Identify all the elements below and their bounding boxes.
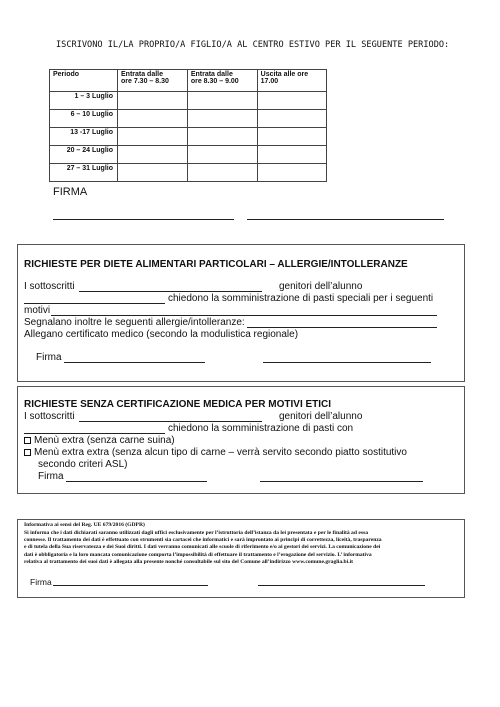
motivi-field[interactable]	[51, 315, 437, 316]
signature-line-2[interactable]	[247, 219, 444, 220]
checkbox-cell[interactable]	[257, 128, 326, 146]
checkbox-cell[interactable]	[257, 110, 326, 128]
option-menu-extra-extra[interactable]: Menù extra extra (senza alcun tipo di carne – verrà servito secondo piatto sostitutivo	[24, 447, 407, 459]
etici-signature-line-2[interactable]	[260, 481, 423, 482]
checkbox-cell[interactable]	[257, 92, 326, 110]
allergie-field[interactable]	[247, 327, 437, 328]
period-cell: 1 – 3 Luglio	[50, 92, 118, 110]
checkbox-cell[interactable]	[187, 92, 257, 110]
diete-chiedono-text: chiedono la somministrazione di pasti speciali per i seguenti	[168, 293, 434, 304]
checkbox-cell[interactable]	[187, 110, 257, 128]
signature-line-1[interactable]	[53, 219, 234, 220]
diete-signature-line-1[interactable]	[64, 362, 205, 363]
period-cell: 27 – 31 Luglio	[50, 164, 118, 182]
table-row	[50, 164, 327, 182]
table-header-row	[50, 70, 327, 92]
period-cell: 6 – 10 Luglio	[50, 110, 118, 128]
checkbox-cell[interactable]	[257, 164, 326, 182]
diete-title: RICHIESTE PER DIETE ALIMENTARI PARTICOLARI – ALLERGIE/INTOLLERANZE	[24, 259, 408, 270]
intro-text: ISCRIVONO IL/LA PROPRIO/A FIGLIO/A AL CENTRO ESTIVO PER IL SEGUENTE PERIODO:	[56, 40, 450, 50]
alunno-field[interactable]	[24, 303, 165, 304]
period-table	[49, 69, 327, 182]
etici-sottoscritti-field[interactable]	[79, 421, 262, 422]
period-cell: 13 -17 Luglio	[50, 128, 118, 146]
option-menu-extra[interactable]: Menù extra (senza carne suina)	[24, 435, 175, 447]
checkbox-icon[interactable]	[24, 449, 31, 456]
etici-title: RICHIESTE SENZA CERTIFICAZIONE MEDICA PER MOTIVI ETICI	[24, 399, 332, 410]
checkbox-cell[interactable]	[187, 128, 257, 146]
checkbox-cell[interactable]	[118, 110, 188, 128]
checkbox-cell[interactable]	[187, 146, 257, 164]
informativa-signature-line-1[interactable]	[53, 585, 208, 586]
etici-alunno-field[interactable]	[24, 433, 165, 434]
diete-motivi-label: motivi	[24, 305, 51, 316]
header-periodo: Periodo	[50, 70, 118, 92]
table-row	[50, 128, 327, 146]
etici-signature-line-1[interactable]	[66, 481, 207, 482]
checkbox-cell[interactable]	[118, 164, 188, 182]
informativa-signature-line-2[interactable]	[258, 585, 425, 586]
header-entrata-2: Entrata dalle ore 8.30 – 9.00	[187, 70, 257, 92]
checkbox-cell[interactable]	[187, 164, 257, 182]
diete-sottoscritti-label: I sottoscritti	[24, 281, 75, 292]
checkbox-cell[interactable]	[118, 128, 188, 146]
option-menu-extra-extra-line2: secondo criteri ASL)	[38, 459, 128, 470]
etici-chiedono-text: chiedono la somministrazione di pasti con	[168, 423, 354, 434]
diete-segnalano-text: Segnalano inoltre le seguenti allergie/intolleranze:	[24, 317, 245, 328]
header-entrata-1: Entrata dalle ore 7.30 – 8.30	[118, 70, 188, 92]
checkbox-cell[interactable]	[118, 146, 188, 164]
informativa-title: Informativa ai sensi del Reg. UE 679/2016 (GDPR)	[24, 522, 145, 528]
diete-genitori-label: genitori dell’alunno	[279, 281, 363, 292]
header-uscita: Uscita alle ore 17.00	[257, 70, 326, 92]
informativa-firma-label: Firma	[30, 577, 52, 587]
table-row	[50, 110, 327, 128]
table-row	[50, 92, 327, 110]
etici-genitori-label: genitori dell’alunno	[279, 411, 363, 422]
checkbox-cell[interactable]	[257, 146, 326, 164]
diete-firma-label: Firma	[36, 352, 62, 363]
checkbox-cell[interactable]	[118, 92, 188, 110]
sottoscritti-field[interactable]	[79, 291, 262, 292]
etici-firma-label: Firma	[38, 471, 64, 482]
diete-signature-line-2[interactable]	[263, 362, 431, 363]
diete-allegano-text: Allegano certificato medico (secondo la modulistica regionale)	[24, 329, 299, 340]
checkbox-icon[interactable]	[24, 437, 31, 444]
informativa-body: Si informa che i dati dichiarati saranno utilizzati dagli uffici esclusivamente per l’istruttoria dell’istanza da lei presentata e per le finalità ad essa connesse. Il trattamento dei dati è effettuato con strumenti sia cartacei che informatici e sarà improntato ai principi di correttezza, liceità, trasparenza e di tutela della Sua riservatezza e dei Suoi diritti. I dati verranno comunicati alle scuole di riferimento e/o ai gestori dei servizi. La comunicazione dei dati è obbligatoria e la loro mancata comunicazione comporta l’impossibilità di effettuare il trattamento e l’erogazione del servizio. L’ informativa relativa al trattamento dei suoi dati è allegata alla presente nonché consultabile sul sito del Comune all’indirizzo www.comune.graglia.bi.it	[24, 530, 382, 565]
etici-sottoscritti-label: I sottoscritti	[24, 411, 75, 422]
table-row	[50, 146, 327, 164]
firma-label: FIRMA	[53, 186, 88, 198]
period-cell: 20 – 24 Luglio	[50, 146, 118, 164]
